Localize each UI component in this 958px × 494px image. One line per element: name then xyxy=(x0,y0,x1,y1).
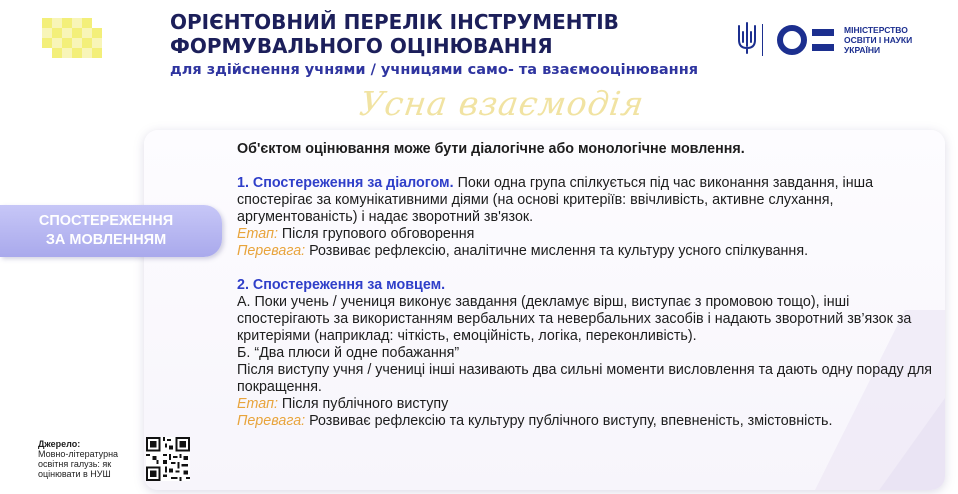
stage-text: Після групового обговорення xyxy=(277,226,475,242)
item1-heading: 1. Спостереження за діалогом. xyxy=(237,175,454,191)
page-subtitle: для здійснення учнями / учницями само- та взаємооцінювання xyxy=(170,62,699,78)
ministry-logo-block xyxy=(736,20,946,58)
script-heading: Усна взаємодія xyxy=(357,84,647,123)
item2-para-a: А. Поки учень / учениця виконує завдання (декламує вірш, виступає з промовою тощо), інші спостерігають за використанням вербальних та невербальних засобів і надають зворотний зв’язок за критеріями (наприклад: чіткість, емоційність, логіка, переконливість). xyxy=(237,294,912,344)
qr-code-icon[interactable] xyxy=(146,437,190,481)
stage-label: Етап: xyxy=(237,226,278,242)
item2-para-b-text: Після виступу учня / учениці інші називають два сильні моменти висловлення та дають одну пораду для покращення. xyxy=(237,362,933,395)
benefit-text: Розвиває рефлексію, аналітичне мислення та культуру усного спілкування. xyxy=(305,243,809,259)
source-text: Мовно-літературна освітня галузь: як оцінювати в НУШ xyxy=(38,449,119,479)
stage-text: Після публічного виступу xyxy=(277,396,449,412)
divider xyxy=(762,24,763,56)
stage-label: Етап: xyxy=(237,396,278,412)
benefit-text: Розвиває рефлексію та культуру публічного виступу, впевненість, змістовність. xyxy=(305,413,833,429)
benefit-label: Перевага: xyxy=(237,243,306,259)
section-tab-speech-observation xyxy=(0,205,222,257)
item2-benefit xyxy=(237,413,937,430)
trident-icon xyxy=(736,22,758,54)
item1-stage xyxy=(237,226,937,243)
item1-text: Поки одна група спілкується під час виконання завдання, інша спостерігає за комунікативними діями (на основі критеріїв: ввічливість, активне слухання, аргументованість) і надає зворотний зв'язок. xyxy=(237,175,874,225)
item2-para-b-title: Б. “Два плюси й одне побажання” xyxy=(237,345,460,361)
item2-heading: 2. Спостереження за мовцем. xyxy=(237,277,446,293)
item1-paragraph xyxy=(237,175,937,226)
source-note xyxy=(38,439,142,479)
source-label: Джерело: xyxy=(38,439,81,449)
checker-logo-icon xyxy=(36,14,108,60)
ministry-name: МІНІСТЕРСТВО ОСВІТИ І НАУКИ УКРАЇНИ xyxy=(844,25,913,55)
item2-stage xyxy=(237,396,937,413)
intro-text: Об'єктом оцінювання може бути діалогічне або монологічне мовлення. xyxy=(237,141,745,157)
section-tab-label: СПОСТЕРЕЖЕННЯ ЗА МОВЛЕННЯМ xyxy=(38,213,174,248)
benefit-label: Перевага: xyxy=(237,413,306,429)
main-content xyxy=(237,141,937,430)
item1-benefit xyxy=(237,243,937,260)
ministry-logo-icon xyxy=(776,24,838,56)
page-title: ОРІЄНТОВНИЙ ПЕРЕЛІК ІНСТРУМЕНТІВ ФОРМУВАЛЬНОГО ОЦІНЮВАННЯ xyxy=(170,10,619,58)
